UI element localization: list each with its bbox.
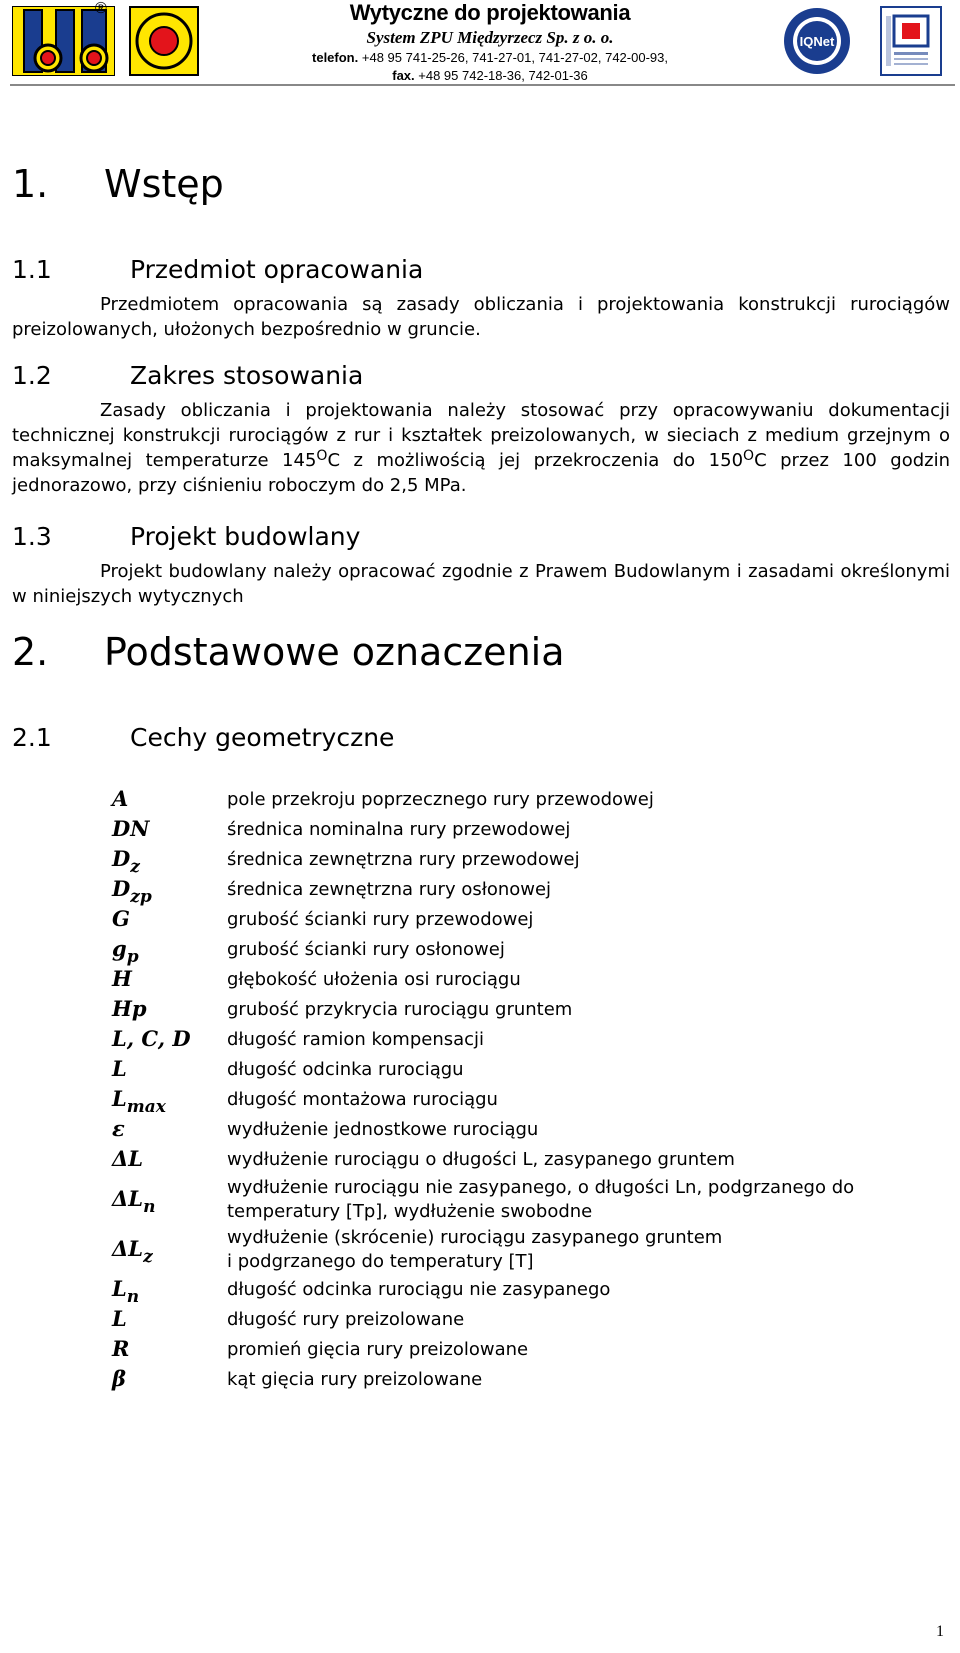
symbol-term: $\Delta L_z$ bbox=[112, 1236, 153, 1267]
paragraph-text: Zasady obliczania i projektowania należy stosować przy opracowywaniu dokumentacji technicznej konstrukcji rurociągów z rur i kształtek preizolowanych, w sieciach z medium grzejnym o maksymalnej temperaturze 145 bbox=[12, 400, 950, 471]
symbol-term: ΔL bbox=[112, 1146, 144, 1171]
page-number: 1 bbox=[936, 1623, 944, 1640]
section-title: Projekt budowlany bbox=[130, 522, 361, 551]
symbol-definition: pole przekroju poprzecznego rury przewodowej bbox=[227, 789, 654, 810]
document-title: Wytyczne do projektowania bbox=[349, 0, 631, 25]
system-certificate-seal bbox=[880, 6, 942, 76]
section-number: 1.3 bbox=[12, 522, 52, 551]
symbol-definition: wydłużenie (skrócenie) rurociągu zasypanego gruntem bbox=[227, 1227, 723, 1248]
symbol-definition: wydłużenie jednostkowe rurociągu bbox=[227, 1119, 539, 1140]
symbol-definition: wydłużenie rurociągu o długości L, zasypanego gruntem bbox=[227, 1149, 735, 1170]
paragraph-text: C przez 100 godzin jednorazowo, przy ciśnieniu roboczym do 2,5 MPa. bbox=[12, 450, 951, 496]
section-title: Zakres stosowania bbox=[130, 361, 364, 390]
phone-numbers: +48 95 741-25-26, 741-27-01, 741-27-02, 742-00-93, bbox=[361, 50, 668, 65]
symbol-term: A bbox=[112, 786, 129, 811]
symbol-term: β bbox=[112, 1366, 126, 1391]
symbol-term: Hp bbox=[112, 996, 147, 1021]
section-1-3-paragraph: Projekt budowlany należy opracować zgodnie z Prawem Budowlanym i zasadami określonymi w niniejszych wytycznych bbox=[12, 561, 950, 607]
symbol-definition: długość odcinka rurociągu nie zasypanego bbox=[227, 1279, 611, 1300]
section-number: 1.2 bbox=[12, 361, 52, 390]
symbol-term: DN bbox=[112, 816, 150, 841]
iqnet-certificate-seal bbox=[782, 6, 852, 76]
symbol-definition: kąt gięcia rury preizolowane bbox=[227, 1369, 483, 1390]
section-number: 2.1 bbox=[12, 723, 52, 752]
fax-label: fax. bbox=[392, 68, 415, 83]
section-1-1-paragraph: Przedmiotem opracowania są zasady obliczania i projektowania konstrukcji rurociągów preizolowanych, ułożonych bezpośrednio w gruncie. bbox=[12, 294, 950, 340]
registered-mark: ® bbox=[95, 0, 107, 17]
symbol-term: $g_p$ bbox=[112, 936, 139, 967]
symbol-definition: średnica zewnętrzna rury osłonowej bbox=[227, 879, 552, 900]
symbol-term: $\Delta L_n$ bbox=[112, 1186, 156, 1217]
section-title: Wstęp bbox=[104, 162, 224, 206]
symbol-definition: długość montażowa rurociągu bbox=[227, 1089, 498, 1110]
symbol-definition-cont: temperatury [Tp], wydłużenie swobodne bbox=[227, 1201, 593, 1222]
section-number: 1. bbox=[12, 162, 49, 206]
symbol-definition: średnica zewnętrzna rury przewodowej bbox=[227, 849, 580, 870]
symbol-term: $L_{max}$ bbox=[112, 1086, 166, 1117]
symbol-term: $D_{zp}$ bbox=[112, 876, 152, 907]
symbol-term: $L_n$ bbox=[112, 1276, 140, 1307]
symbol-definition: długość ramion kompensacji bbox=[227, 1029, 485, 1050]
symbol-term: L bbox=[112, 1306, 127, 1331]
symbol-definition: średnica nominalna rury przewodowej bbox=[227, 819, 571, 840]
phone-line bbox=[270, 50, 710, 65]
symbol-term: G bbox=[112, 906, 130, 931]
symbol-term: R bbox=[112, 1336, 130, 1361]
iqnet-text: IQNet bbox=[799, 34, 835, 49]
section-1-2-paragraph bbox=[12, 398, 950, 498]
fax-line bbox=[270, 68, 710, 83]
symbol-definition: promień gięcia rury preizolowane bbox=[227, 1339, 529, 1360]
symbol-definition: wydłużenie rurociągu nie zasypanego, o długości Ln, podgrzanego do bbox=[227, 1177, 855, 1198]
section-number: 1.1 bbox=[12, 255, 52, 284]
phone-label: telefon. bbox=[312, 50, 359, 65]
section-title: Przedmiot opracowania bbox=[130, 255, 424, 284]
section-number: 2. bbox=[12, 630, 49, 674]
symbol-definition-cont: i podgrzanego do temperatury [T] bbox=[227, 1251, 534, 1272]
fax-numbers: +48 95 742-18-36, 742-01-36 bbox=[418, 68, 588, 83]
symbol-term: $D_z$ bbox=[112, 846, 140, 877]
section-title: Podstawowe oznaczenia bbox=[104, 630, 565, 674]
symbol-term: ε bbox=[112, 1116, 125, 1141]
header-divider bbox=[10, 84, 955, 86]
paragraph-text: C z możliwością jej przekroczenia do 150 bbox=[327, 450, 744, 471]
symbol-definition: grubość ścianki rury przewodowej bbox=[227, 909, 534, 930]
target-logo bbox=[129, 6, 199, 76]
section-title: Cechy geometryczne bbox=[130, 723, 395, 752]
company-name: System ZPU Międzyrzecz Sp. z o. o. bbox=[366, 28, 614, 47]
degree-superscript: O bbox=[316, 448, 328, 464]
symbol-term: L, C, D bbox=[112, 1026, 191, 1051]
symbol-definition: długość rury preizolowane bbox=[227, 1309, 465, 1330]
symbol-definition: głębokość ułożenia osi rurociągu bbox=[227, 969, 521, 990]
symbol-term: H bbox=[112, 966, 132, 991]
symbol-definition: grubość ścianki rury osłonowej bbox=[227, 939, 505, 960]
degree-superscript: O bbox=[743, 448, 755, 464]
symbol-definition: grubość przykrycia rurociągu gruntem bbox=[227, 999, 573, 1020]
page-header bbox=[0, 0, 960, 88]
symbol-definition: długość odcinka rurociągu bbox=[227, 1059, 464, 1080]
symbol-term: L bbox=[112, 1056, 127, 1081]
